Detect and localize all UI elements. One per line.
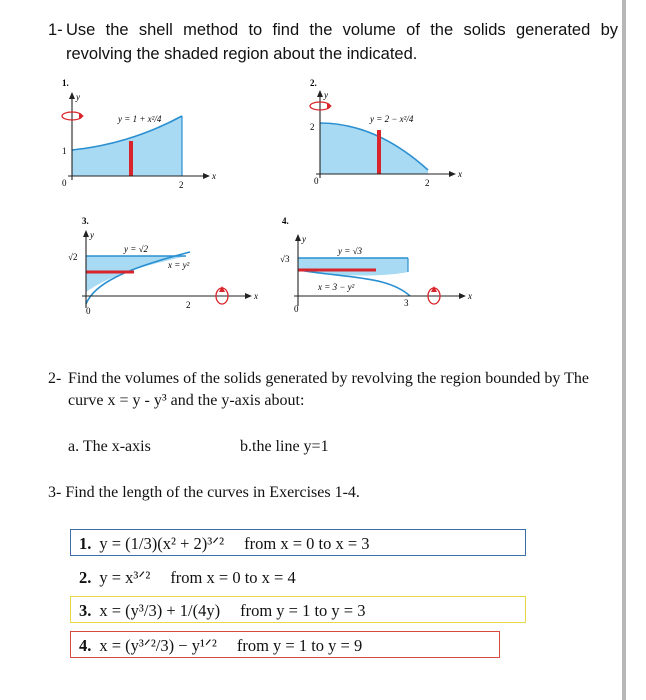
- figure-4-label: 4.: [282, 216, 289, 226]
- question-2-part-a: a. The x-axis: [68, 438, 151, 455]
- figure-3-label: 3.: [82, 216, 89, 226]
- figure-2-y-tick: 2: [310, 122, 315, 132]
- figure-2-x-tick: 2: [425, 178, 430, 188]
- question-2-text: Find the volumes of the solids generated by revolving the region bounded by The curve x = y - y³ and the y-axis about:: [68, 370, 589, 409]
- figure-2-graph: [306, 78, 466, 190]
- figure-1-x-tick: 2: [179, 180, 184, 190]
- figure-2-curve-label: y = 2 − x²/4: [370, 114, 414, 124]
- question-2: [48, 368, 608, 412]
- exercise-1-box: [70, 529, 526, 556]
- figure-4-curve-label: x = 3 − y²: [318, 282, 355, 292]
- question-2-part-b: b.the line y=1: [240, 438, 329, 455]
- figure-3-y-tick: √2: [68, 252, 78, 262]
- figure-4-x-tick: 3: [404, 298, 409, 308]
- figure-3-x-axis-label: x: [254, 291, 258, 301]
- figure-3: [64, 214, 264, 320]
- figure-1-x-axis-label: x: [212, 171, 216, 181]
- question-3-text: 3- Find the length of the curves in Exercises 1-4.: [48, 484, 360, 501]
- figure-2-shaded-region: [320, 123, 428, 174]
- figure-4-top-line-label: y = √3: [338, 246, 363, 256]
- figure-3-y-axis-label: y: [90, 230, 94, 240]
- question-1: [48, 18, 618, 66]
- figure-2-y-axis-label: y: [324, 90, 328, 100]
- figure-2-origin: 0: [314, 176, 319, 186]
- exercise-3-number: 3.: [79, 601, 92, 620]
- figure-4-y-axis-label: y: [302, 234, 306, 244]
- exercise-3-expression: x = (y³/3) + 1/(4y): [99, 601, 221, 620]
- figure-3-top-line-label: y = √2: [124, 244, 149, 254]
- figure-3-graph: [64, 214, 264, 320]
- question-1-text: Use the shell method to find the volume of the solids generated by revolving the shaded region about the indicated.: [66, 21, 618, 63]
- exercise-2-expression: y = x³ᐟ²: [99, 568, 151, 587]
- figure-2-label: 2.: [310, 78, 317, 88]
- exercise-2-box: [70, 563, 526, 590]
- figure-1-origin: 0: [62, 178, 67, 188]
- figure-1-graph: [60, 78, 220, 190]
- exercise-1-number: 1.: [79, 534, 92, 553]
- figure-4-origin: 0: [294, 304, 299, 314]
- exercise-4-range: from y = 1 to y = 9: [236, 636, 363, 655]
- figure-4-x-axis-label: x: [468, 291, 472, 301]
- figure-2-shell-strip: [377, 130, 381, 174]
- figure-4-graph: [278, 214, 478, 320]
- exercise-3-box: [70, 596, 526, 623]
- figure-4: [278, 214, 478, 320]
- figure-3-origin: 0: [86, 306, 91, 316]
- figure-1-curve-label: y = 1 + x²/4: [118, 114, 162, 124]
- exercise-4-expression: x = (y³ᐟ²/3) − y¹ᐟ²: [99, 636, 217, 655]
- figure-1-label: 1.: [62, 78, 69, 88]
- question-2-number: 2-: [48, 370, 62, 387]
- question-1-number: 1-: [48, 21, 63, 39]
- figure-3-x-tick: 2: [186, 300, 191, 310]
- figure-1: [60, 78, 220, 190]
- figure-1-shell-strip: [129, 141, 133, 176]
- exercise-1-expression: y = (1/3)(x² + 2)³ᐟ²: [99, 534, 225, 553]
- figure-4-y-tick: √3: [280, 254, 290, 264]
- figure-2: [306, 78, 466, 190]
- exercise-2-number: 2.: [79, 568, 92, 587]
- exercise-2-range: from x = 0 to x = 4: [170, 568, 296, 587]
- exercise-1-range: from x = 0 to x = 3: [244, 534, 370, 553]
- figure-3-curve-label: x = y²: [168, 260, 190, 270]
- exercise-4-number: 4.: [79, 636, 92, 655]
- figure-2-x-axis-label: x: [458, 169, 462, 179]
- figure-1-y-tick: 1: [62, 146, 67, 156]
- page-right-rule: [622, 0, 626, 700]
- figure-1-y-axis-label: y: [76, 92, 80, 102]
- exercise-3-range: from y = 1 to y = 3: [240, 601, 366, 620]
- exercise-4-box: [70, 631, 500, 658]
